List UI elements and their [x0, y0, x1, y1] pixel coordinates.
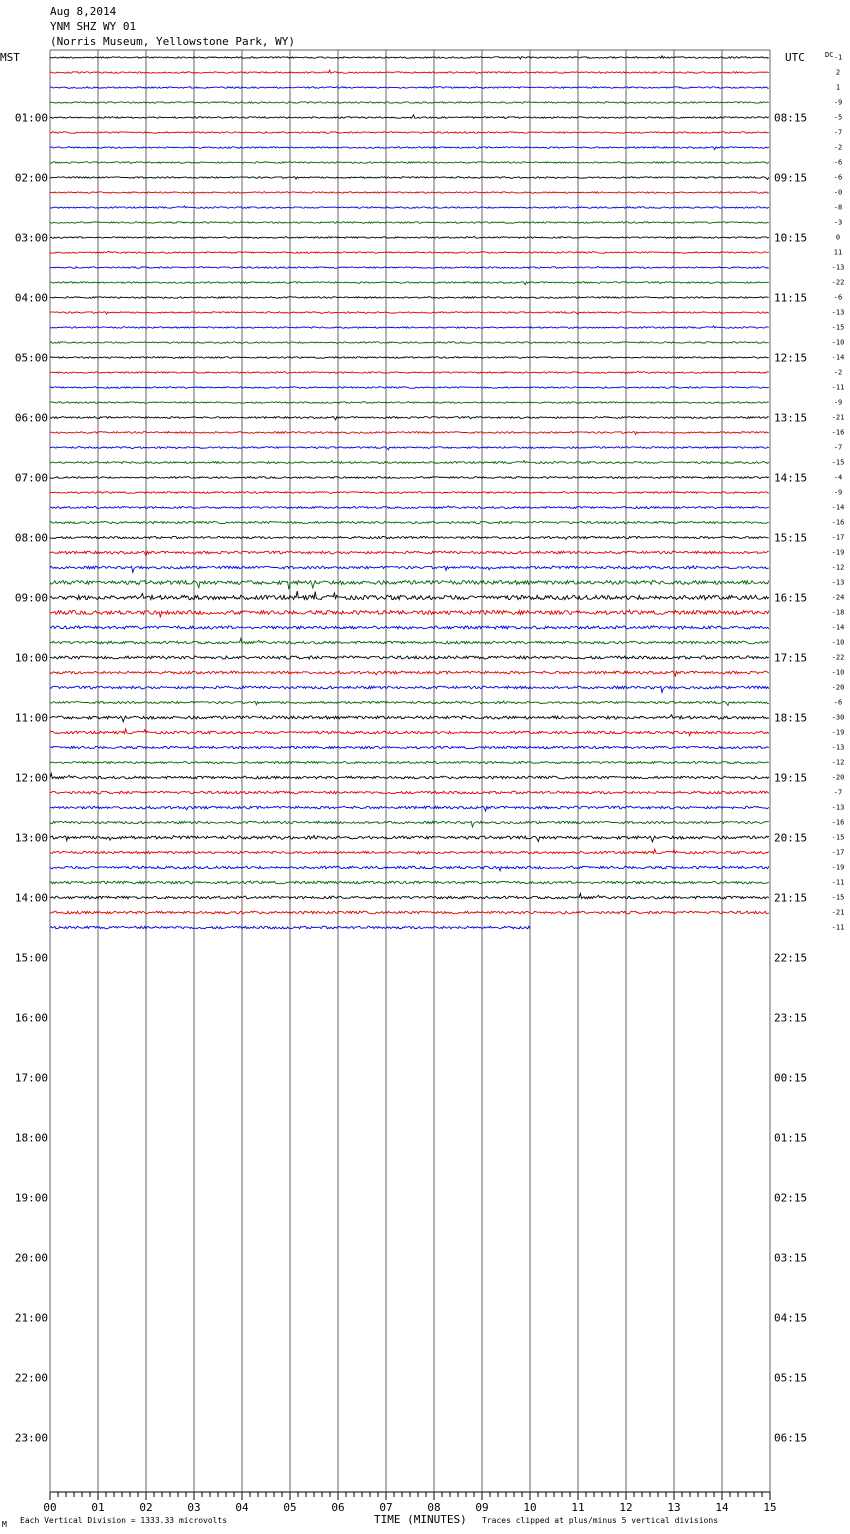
left-hour-label: 17:00 — [14, 1071, 48, 1085]
seismic-trace — [50, 460, 769, 463]
seismic-trace — [50, 715, 769, 722]
seismic-trace — [50, 791, 769, 794]
seismic-trace — [50, 326, 769, 328]
dc-offset-label: -14 — [831, 503, 845, 512]
x-tick-label: 09 — [475, 1501, 489, 1514]
seismic-trace — [50, 477, 769, 479]
trace-group — [50, 56, 769, 929]
dc-offset-label: -13 — [831, 263, 845, 272]
left-hour-label: 22:00 — [14, 1371, 48, 1385]
dc-offset-label: -13 — [831, 578, 845, 587]
dc-offset-label: -10 — [831, 338, 845, 347]
x-tick-label: 03 — [187, 1501, 201, 1514]
seismic-trace — [50, 806, 769, 811]
dc-offset-label: -13 — [831, 308, 845, 317]
dc-offset-label: -17 — [831, 848, 845, 857]
seismic-trace — [50, 222, 769, 224]
seismic-trace — [50, 729, 769, 736]
header-location: (Norris Museum, Yellowstone Park, WY) — [50, 35, 296, 48]
x-tick-label: 11 — [571, 1501, 585, 1514]
right-hour-label: 22:15 — [774, 951, 808, 965]
seismic-trace — [50, 591, 769, 600]
seismic-trace — [50, 773, 769, 778]
right-hour-label: 08:15 — [774, 111, 808, 125]
seismic-trace — [50, 610, 769, 617]
x-tick-label: 10 — [523, 1501, 537, 1514]
seismic-trace — [50, 701, 769, 705]
dc-offset-label: -14 — [831, 353, 845, 362]
left-hour-label: 03:00 — [14, 231, 48, 245]
dc-offset-label: -2 — [833, 143, 843, 152]
seismic-trace — [50, 402, 769, 404]
seismic-trace — [50, 312, 769, 315]
dc-offset-label: -12 — [831, 563, 845, 572]
left-hour-label: 15:00 — [14, 951, 48, 965]
left-hour-label: 12:00 — [14, 771, 48, 785]
dc-offset-label: -15 — [831, 893, 845, 902]
seismic-trace — [50, 387, 769, 389]
seismic-trace — [50, 506, 769, 509]
seismic-trace — [50, 102, 769, 104]
dc-offset-label: -13 — [831, 803, 845, 812]
right-hour-label: 19:15 — [774, 771, 808, 785]
seismic-trace — [50, 177, 769, 180]
right-hour-label: 06:15 — [774, 1431, 808, 1445]
dc-offset-label: -15 — [831, 323, 845, 332]
right-hour-label: 04:15 — [774, 1311, 808, 1325]
dc-offset-label: -24 — [831, 593, 845, 602]
seismic-trace — [50, 192, 769, 194]
seismic-trace — [50, 881, 769, 884]
seismic-trace — [50, 371, 769, 373]
dc-offset-label: -20 — [831, 683, 845, 692]
seismic-trace — [50, 147, 769, 150]
seismic-trace — [50, 656, 769, 659]
seismic-trace — [50, 267, 769, 269]
left-hour-label: 14:00 — [14, 891, 48, 905]
x-tick-label: 15 — [763, 1501, 777, 1514]
right-hour-label: 16:15 — [774, 591, 808, 605]
dc-offset-label: -22 — [831, 278, 845, 287]
dc-offset-label: -21 — [831, 908, 845, 917]
seismic-trace — [50, 115, 769, 118]
right-hour-label: 05:15 — [774, 1371, 808, 1385]
seismic-trace — [50, 686, 769, 692]
seismic-trace — [50, 581, 769, 590]
seismic-trace — [50, 566, 769, 573]
dc-offset-label: -8 — [833, 203, 843, 212]
seismic-trace — [50, 638, 769, 643]
left-timezone-label: MST — [0, 51, 20, 64]
seismic-trace — [50, 342, 769, 344]
left-hour-label: 09:00 — [14, 591, 48, 605]
left-hour-label: 20:00 — [14, 1251, 48, 1265]
seismic-trace — [50, 447, 769, 450]
dc-offset-label: -13 — [831, 743, 845, 752]
seismic-trace — [50, 521, 769, 523]
left-hour-label: 11:00 — [14, 711, 48, 725]
right-hour-label: 09:15 — [774, 171, 808, 185]
seismic-trace — [50, 87, 769, 89]
seismic-trace — [50, 297, 769, 299]
hour-labels — [15, 54, 844, 1445]
dc-offset-label: -15 — [831, 458, 845, 467]
dc-offset-label: 0 — [835, 233, 841, 242]
footer-left-note: Each Vertical Division = 1333.33 microvolts — [20, 1516, 228, 1525]
left-hour-label: 23:00 — [14, 1431, 48, 1445]
dc-offset-label: -6 — [833, 158, 843, 167]
right-hour-label: 17:15 — [774, 651, 808, 665]
dc-offset-label: -16 — [831, 818, 845, 827]
right-hour-label: 02:15 — [774, 1191, 808, 1205]
left-hour-label: 06:00 — [14, 411, 48, 425]
right-hour-label: 20:15 — [774, 831, 808, 845]
x-tick-label: 08 — [427, 1501, 441, 1514]
dc-offset-label: -0 — [833, 188, 843, 197]
seismic-trace — [50, 491, 769, 493]
seismic-trace — [50, 70, 769, 73]
right-hour-label: 03:15 — [774, 1251, 808, 1265]
seismic-trace — [50, 237, 769, 239]
seismic-trace — [50, 626, 769, 629]
seismic-trace — [50, 551, 769, 556]
dc-offset-label: -30 — [831, 713, 845, 722]
dc-offset-label: -7 — [833, 128, 843, 137]
left-hour-label: 21:00 — [14, 1311, 48, 1325]
dc-offset-label: -20 — [831, 773, 845, 782]
x-axis-title: TIME (MINUTES) — [374, 1513, 467, 1526]
dc-offset-label: 2 — [835, 68, 841, 77]
right-hour-label: 13:15 — [774, 411, 808, 425]
seismic-trace — [50, 357, 769, 359]
seismic-trace — [50, 251, 769, 253]
x-tick-label: 01 — [91, 1501, 105, 1514]
header-date: Aug 8,2014 — [50, 5, 117, 18]
dc-offset-label: -4 — [833, 473, 843, 482]
x-tick-label: 07 — [379, 1501, 393, 1514]
dc-offset-label: -17 — [831, 533, 845, 542]
dc-offset-label: -6 — [833, 698, 843, 707]
dc-offset-label: -19 — [831, 728, 845, 737]
dc-offset-label: -2 — [833, 368, 843, 377]
seismic-trace — [50, 282, 769, 285]
dc-offset-label: -6 — [833, 293, 843, 302]
left-hour-label: 10:00 — [14, 651, 48, 665]
dc-offset-label: -22 — [831, 653, 845, 662]
left-hour-label: 16:00 — [14, 1011, 48, 1025]
x-tick-label: 14 — [715, 1501, 729, 1514]
dc-offset-label: -3 — [833, 218, 843, 227]
dc-offset-label: -19 — [831, 548, 845, 557]
dc-offset-label: -18 — [831, 608, 845, 617]
right-hour-label: 10:15 — [774, 231, 808, 245]
seismic-trace — [50, 761, 769, 763]
seismic-trace — [50, 162, 769, 164]
seismic-trace — [50, 866, 769, 871]
x-tick-label: 13 — [667, 1501, 681, 1514]
right-hour-label: 01:15 — [774, 1131, 808, 1145]
dc-offset-label: -11 — [831, 923, 845, 932]
dc-offset-label: -9 — [833, 488, 843, 497]
header-station: YNM SHZ WY 01 — [50, 20, 137, 33]
seismic-trace — [50, 536, 769, 539]
x-tick-label: 00 — [43, 1501, 57, 1514]
dc-offset-label: -12 — [831, 758, 845, 767]
dc-offset-label: 11 — [833, 248, 843, 257]
x-tick-label: 02 — [139, 1501, 153, 1514]
x-tick-label: 04 — [235, 1501, 249, 1514]
left-hour-label: 18:00 — [14, 1131, 48, 1145]
seismic-trace — [50, 132, 769, 134]
seismic-trace — [50, 671, 769, 676]
seismic-trace — [50, 849, 769, 853]
x-tick-label: 05 — [283, 1501, 297, 1514]
right-hour-label: 12:15 — [774, 351, 808, 365]
left-hour-label: 04:00 — [14, 291, 48, 305]
right-hour-label: 15:15 — [774, 531, 808, 545]
dc-offset-label: -9 — [833, 98, 843, 107]
left-hour-label: 05:00 — [14, 351, 48, 365]
left-hour-label: 07:00 — [14, 471, 48, 485]
seismic-trace — [50, 911, 769, 914]
dc-offset-label: -19 — [831, 863, 845, 872]
dc-offset-label: -15 — [831, 833, 845, 842]
dc-offset-label: -10 — [831, 668, 845, 677]
dc-offset-label: -6 — [833, 173, 843, 182]
right-hour-label: 18:15 — [774, 711, 808, 725]
dc-offset-label: -7 — [833, 788, 843, 797]
dc-offset-label: -11 — [831, 878, 845, 887]
left-hour-label: 02:00 — [14, 171, 48, 185]
footer-right-note: Traces clipped at plus/minus 5 vertical divisions — [482, 1516, 719, 1525]
seismic-trace — [50, 893, 769, 898]
dc-offset-label: -9 — [833, 398, 843, 407]
dc-offset-label: -10 — [831, 638, 845, 647]
seismic-trace — [50, 56, 769, 59]
seismic-trace — [50, 821, 769, 827]
dc-offset-label: -7 — [833, 443, 843, 452]
x-axis — [43, 1492, 776, 1514]
footer-mark: M — [2, 1520, 7, 1529]
seismic-trace — [50, 417, 769, 420]
left-hour-label: 01:00 — [14, 111, 48, 125]
left-hour-label: 13:00 — [14, 831, 48, 845]
left-hour-label: 19:00 — [14, 1191, 48, 1205]
dc-label: DC — [825, 51, 834, 59]
dc-offset-label: -16 — [831, 518, 845, 527]
seismic-trace — [50, 746, 769, 749]
x-tick-label: 12 — [619, 1501, 633, 1514]
dc-offset-label: -5 — [833, 113, 843, 122]
dc-offset-label: 1 — [835, 83, 841, 92]
right-hour-label: 14:15 — [774, 471, 808, 485]
dc-offset-label: -11 — [831, 383, 845, 392]
seismic-trace — [50, 835, 769, 841]
x-tick-label: 06 — [331, 1501, 345, 1514]
seismic-trace — [50, 206, 769, 208]
right-hour-label: 11:15 — [774, 291, 808, 305]
seismic-trace — [50, 431, 769, 434]
dc-offset-label: -21 — [831, 413, 845, 422]
dc-offset-label: -14 — [831, 623, 845, 632]
right-hour-label: 21:15 — [774, 891, 808, 905]
right-hour-label: 23:15 — [774, 1011, 808, 1025]
right-timezone-label: UTC — [785, 51, 805, 64]
grid-lines — [50, 50, 770, 1492]
right-hour-label: 00:15 — [774, 1071, 808, 1085]
dc-offset-label: -1 — [833, 53, 843, 62]
left-hour-label: 08:00 — [14, 531, 48, 545]
dc-offset-label: -16 — [831, 428, 845, 437]
